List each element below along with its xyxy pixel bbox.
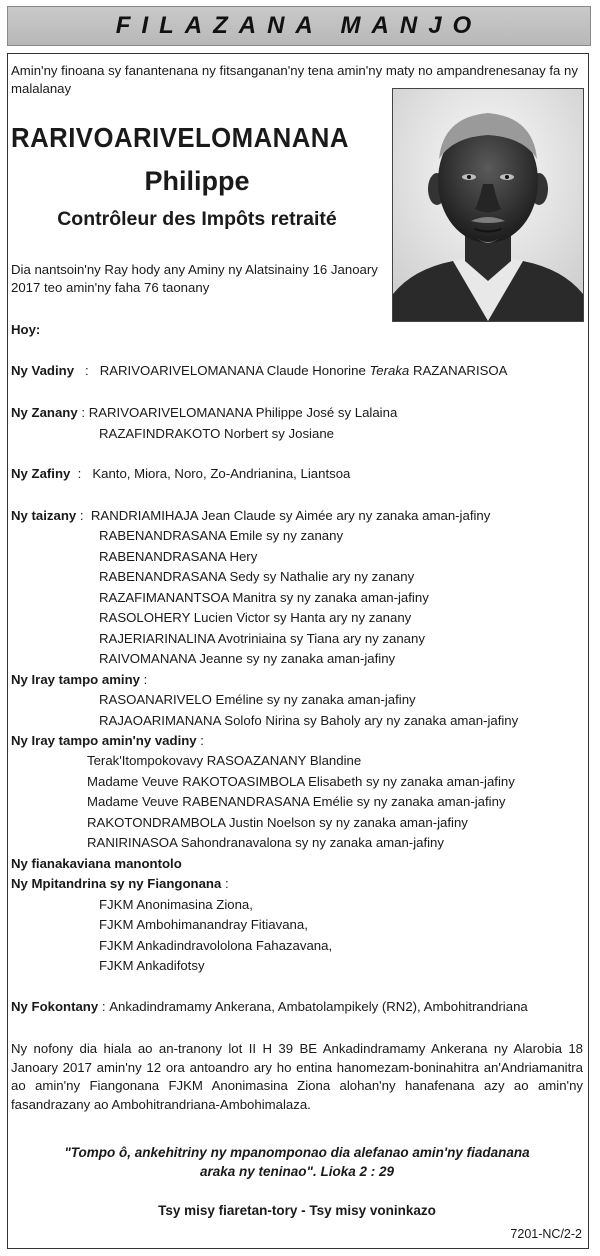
taizany-line: RAIVOMANANA Jeanne sy ny zanaka aman-jafiny (99, 651, 396, 666)
vadiny-name-post: RAZANARISOA (409, 363, 508, 378)
portrait-image (393, 89, 583, 321)
taizany-line: RABENANDRASANA Emile sy ny zanany (99, 528, 344, 543)
taizany-line: RANDRIAMIHAJA Jean Claude sy Aimée ary ny zanaka aman-jafiny (90, 508, 491, 523)
vadiny-teraka: Teraka (369, 363, 410, 378)
iray-tampo-aminy-line: RASOANARIVELO Eméline sy ny zanaka aman-jafiny (99, 692, 416, 707)
taizany-line: RABENANDRASANA Hery (99, 549, 258, 564)
taizany-row: Ny taizany : RANDRIAMIHAJA Jean Claude sy Aimée ary ny zanaka aman-jafiny (11, 508, 491, 523)
header-title: FILAZANA MANJO (115, 12, 483, 39)
death-notice: Dia nantsoin'ny Ray hody any Aminy ny Alatsinainy 16 Janoary 2017 teo amin'ny faha 76 taonany (11, 262, 378, 295)
deceased-first-name: Philippe (144, 166, 250, 196)
iray-tampo-vadiny-line: RANIRINASOA Sahondranavalona sy ny zanaka aman-jafiny (87, 835, 444, 850)
taizany-line: RASOLOHERY Lucien Victor sy Hanta ary ny zanany (99, 610, 412, 625)
footer-note: Tsy misy fiaretan-tory - Tsy misy voninkazo (158, 1203, 436, 1218)
fokontany-value: Ankadindramamy Ankerana, Ambatolampikely (RN2), Ambohitrandriana (109, 999, 528, 1014)
vadiny-row: Ny Vadiny : RARIVOARIVELOMANANA Claude Honorine Teraka RAZANARISOA (11, 363, 508, 378)
taizany-line: RAZAFIMANANTSOA Manitra sy ny zanaka aman-jafiny (99, 590, 429, 605)
iray-tampo-vadiny-row: Ny Iray tampo amin'ny vadiny : (11, 733, 204, 748)
zanany-line: RARIVOARIVELOMANANA Philippe José sy Lalaina (88, 405, 398, 420)
quote-line: araka ny teninao". Lioka 2 : 29 (200, 1164, 394, 1179)
vadiny-name-pre: RARIVOARIVELOMANANA Claude Honorine (99, 363, 370, 378)
iray-tampo-vadiny-line: Terak'Itompokovavy RASOAZANANY Blandine (87, 753, 362, 768)
iray-tampo-aminy-label: Ny Iray tampo aminy (11, 672, 140, 687)
zanany-label: Ny Zanany (11, 405, 78, 420)
deceased-title: Contrôleur des Impôts retraité (57, 208, 337, 230)
vadiny-label: Ny Vadiny (11, 363, 75, 378)
zanany-row: Ny Zanany : RARIVOARIVELOMANANA Philippe José sy Lalaina (11, 405, 398, 420)
funeral-paragraph: Ny nofony dia hiala ao an-tranony lot II H 39 BE Ankadindramamy Ankerana ny Alarobia 18 Janoary 2017 amin'ny 12 ora antoandro ary ho entina hanomezam-boninahitra an'Andriamanitra ao amin'ny Fiangonana FJKM Anonimasina Ziona alohan'ny hanafenana azy ao amin'ny fasandrazany ao Ambohitrandriana-Ambohimalaza. (11, 1041, 583, 1112)
mpitandrina-line: FJKM Ambohimanandray Fitiavana, (99, 917, 308, 932)
notice-header (7, 6, 591, 46)
iray-tampo-vadiny-line: Madame Veuve RABENANDRASANA Emélie sy ny zanaka aman-jafiny (87, 794, 506, 809)
portrait-photo (392, 88, 584, 322)
iray-tampo-vadiny-label: Ny Iray tampo amin'ny vadiny (11, 733, 197, 748)
deceased-surname: RARIVOARIVELOMANANA (11, 122, 349, 153)
mpitandrina-line: FJKM Ankadindravololona Fahazavana, (99, 938, 333, 953)
mpitandrina-line: FJKM Anonimasina Ziona, (99, 897, 253, 912)
quote-line: "Tompo ô, ankehitriny ny mpanomponao dia alefanao amin'ny fiadanana (64, 1145, 530, 1160)
bible-quote (11, 1143, 583, 1181)
intro-text: Amin'ny finoana sy fanantenana ny fitsanganan'ny tena amin'ny maty no ampandrenesanay fa ny malalanay (11, 63, 578, 96)
iray-tampo-vadiny-line: RAKOTONDRAMBOLA Justin Noelson sy ny zanaka aman-jafiny (87, 815, 468, 830)
fokontany-label: Ny Fokontany (11, 999, 99, 1014)
iray-tampo-aminy-row: Ny Iray tampo aminy : (11, 672, 148, 687)
taizany-label: Ny taizany (11, 508, 77, 523)
hoy-label: Hoy: (11, 322, 41, 337)
fianakaviana-label: Ny fianakaviana manontolo (11, 856, 182, 871)
taizany-line: RAJERIARINALINA Avotriniaina sy Tiana ary ny zanany (99, 631, 425, 646)
mpitandrina-line: FJKM Ankadifotsy (99, 958, 205, 973)
zafiny-value: Kanto, Miora, Noro, Zo-Andrianina, Liantsoa (92, 466, 351, 481)
mpitandrina-row: Ny Mpitandrina sy ny Fiangonana : (11, 876, 229, 891)
zanany-line: RAZAFINDRAKOTO Norbert sy Josiane (99, 426, 334, 441)
fokontany-row: Ny Fokontany : Ankadindramamy Ankerana, Ambatolampikely (RN2), Ambohitrandriana (11, 999, 528, 1014)
zafiny-label: Ny Zafiny (11, 466, 71, 481)
zafiny-row: Ny Zafiny : Kanto, Miora, Noro, Zo-Andrianina, Liantsoa (11, 466, 351, 481)
mpitandrina-label: Ny Mpitandrina sy ny Fiangonana (11, 876, 222, 891)
iray-tampo-aminy-line: RAJAOARIMANANA Solofo Nirina sy Baholy ary ny zanaka aman-jafiny (99, 713, 519, 728)
reference-code: 7201-NC/2-2 (510, 1227, 582, 1241)
iray-tampo-vadiny-line: Madame Veuve RAKOTOASIMBOLA Elisabeth sy ny zanaka aman-jafiny (87, 774, 515, 789)
taizany-line: RABENANDRASANA Sedy sy Nathalie ary ny zanany (99, 569, 415, 584)
